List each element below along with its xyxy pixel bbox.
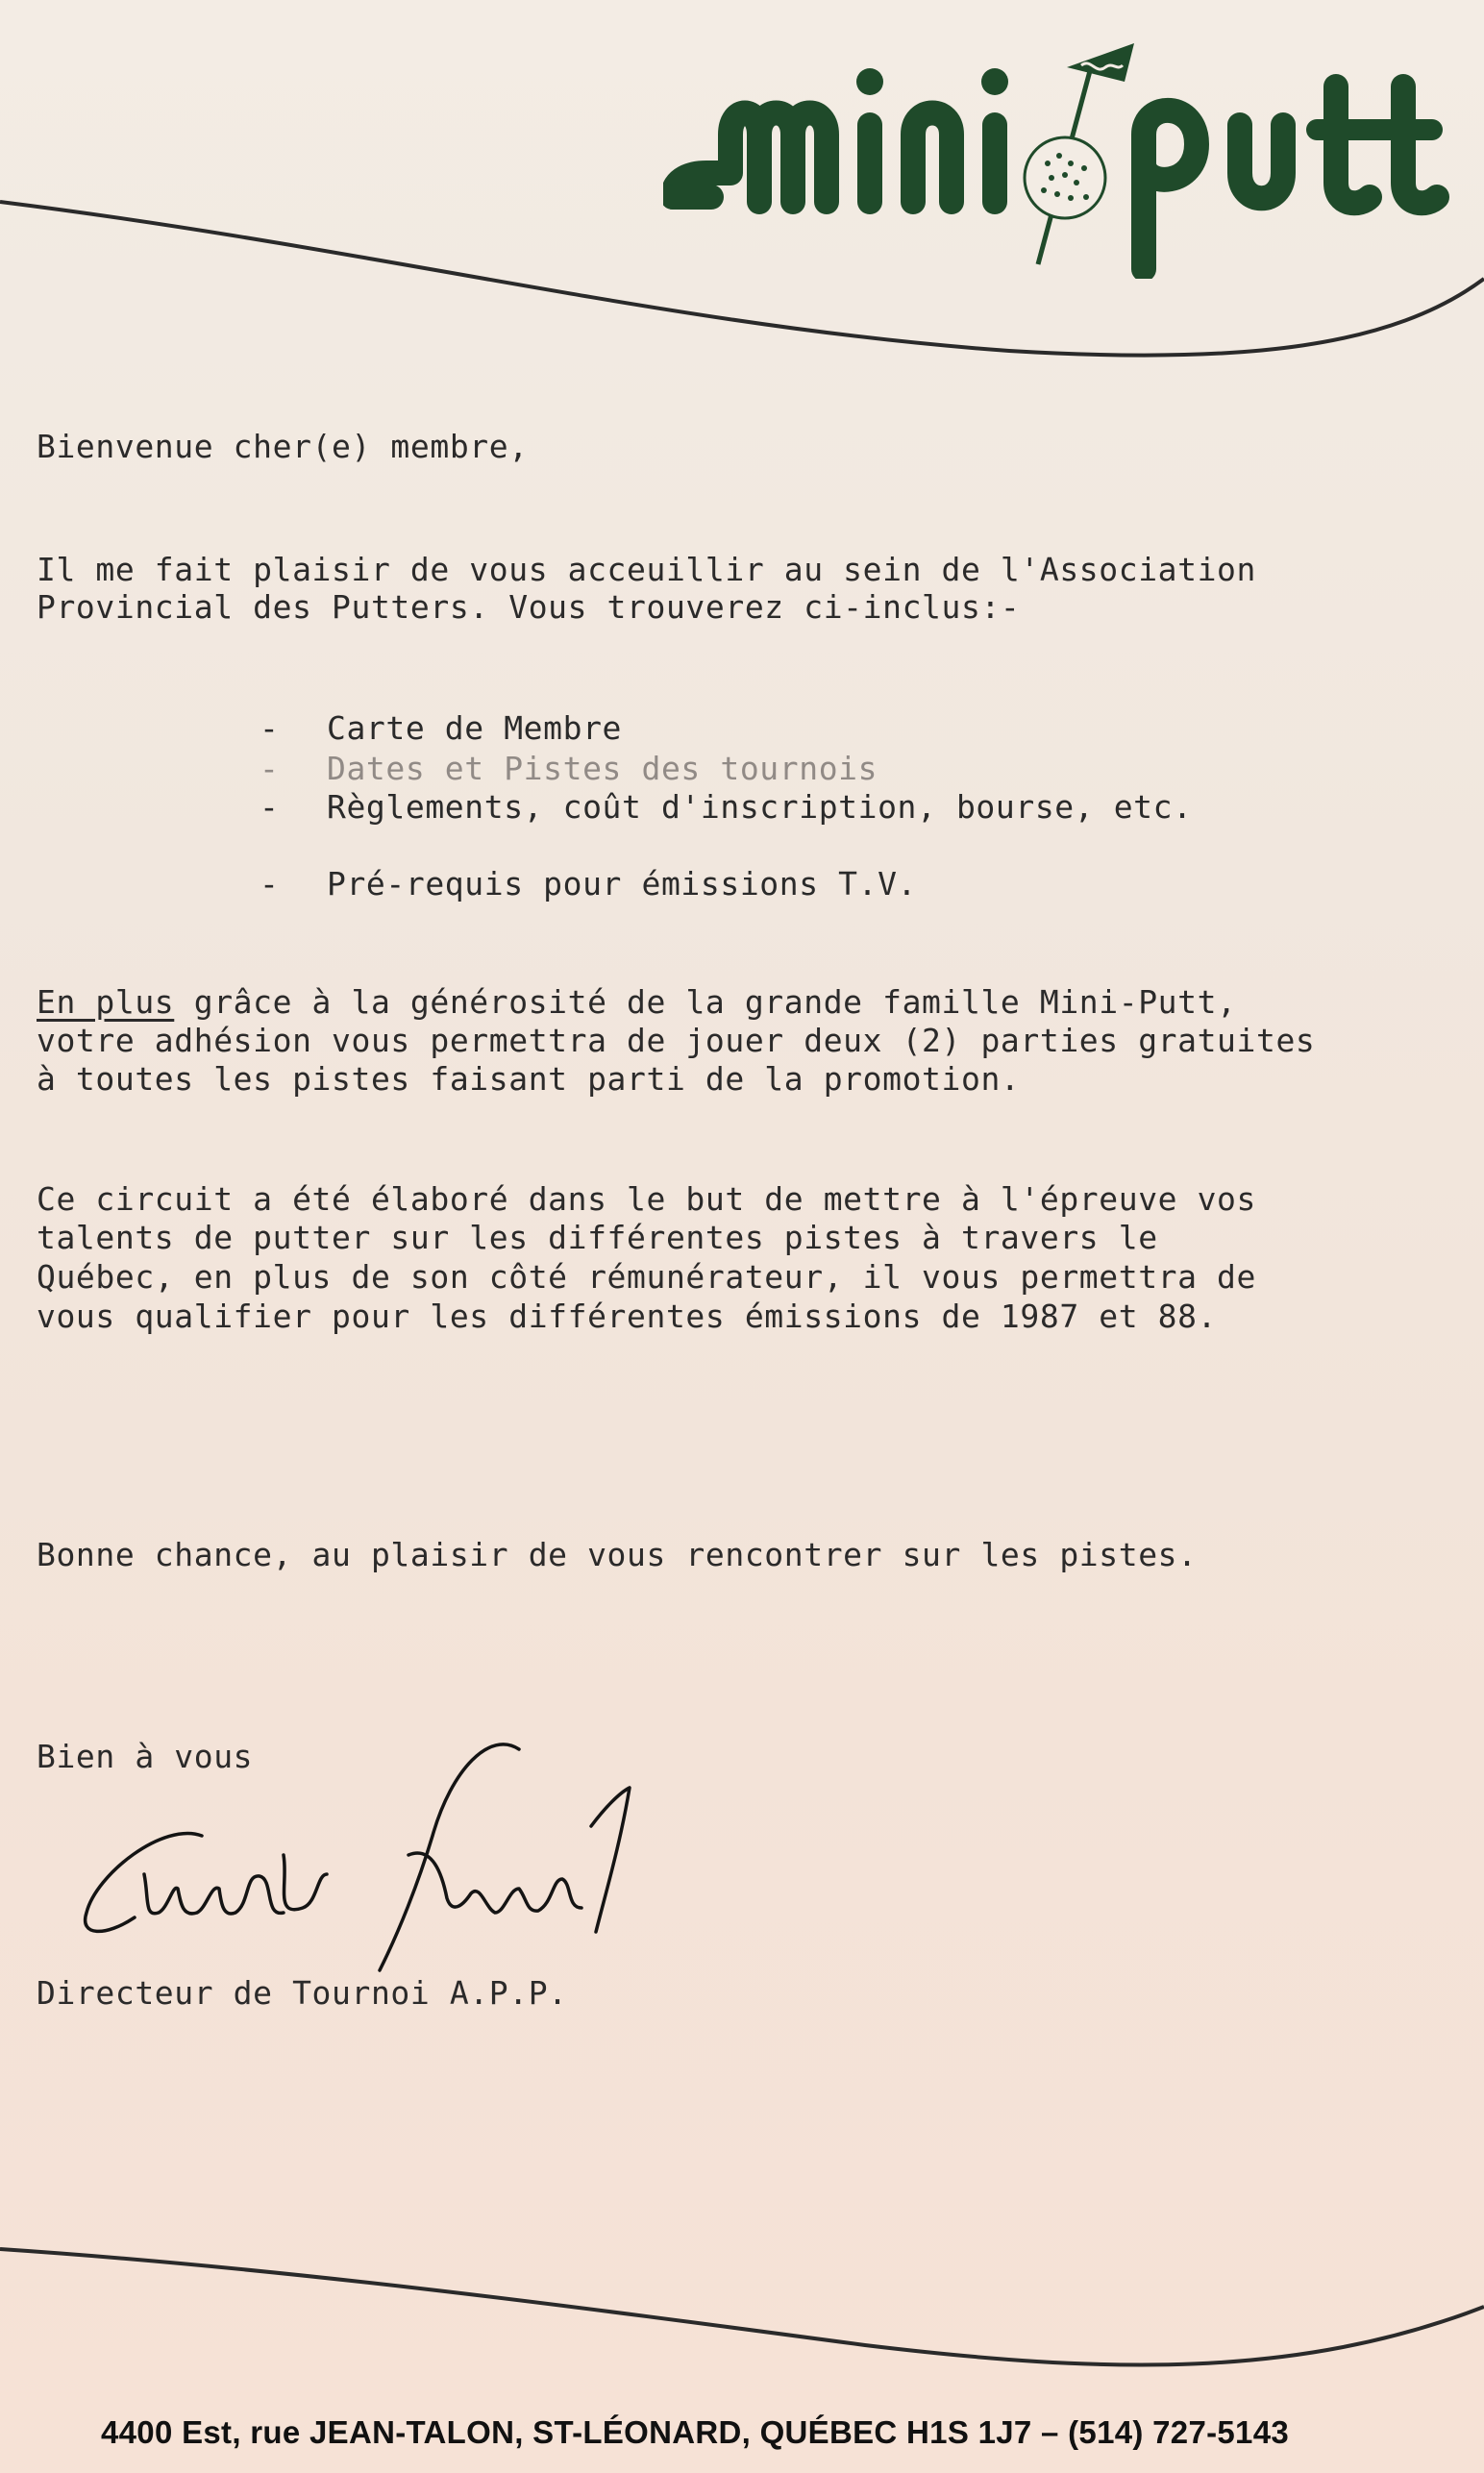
footer-address: 4400 Est, rue JEAN-TALON, ST-LÉONARD, QUÉBEC H1S 1J7 – (514) 727-5143 [101,2414,1290,2450]
greeting: Bienvenue cher(e) membre, [37,428,529,465]
paragraph-3-line-2: talents de putter sur les différentes pistes à travers le [37,1219,1158,1256]
paragraph-3-line-1: Ce circuit a été élaboré dans le but de mettre à l'épreuve vos [37,1180,1256,1218]
intro-line-1: Il me fait plaisir de vous acceuillir au sein de l'Association [37,551,1256,588]
paragraph-2-line-2: votre adhésion vous permettra de jouer deux (2) parties gratuites [37,1022,1316,1059]
list-item: Dates et Pistes des tournois [327,750,878,787]
list-bullet: - [260,865,279,903]
paragraph-2-line-3: à toutes les pistes faisant parti de la promotion. [37,1060,1021,1098]
handwritten-signature [67,1730,663,1980]
list-item: Règlements, coût d'inscription, bourse, etc. [327,788,1193,826]
footer-wave-line [0,2239,1484,2393]
paragraph-2-line-1-rest: grâce à la générosité de la grande famille Mini-Putt, [174,983,1237,1021]
paragraph-2-line-1 [37,983,1237,1022]
signer-title: Directeur de Tournoi A.P.P. [37,1974,568,2012]
closing-wish: Bonne chance, au plaisir de vous rencontrer sur les pistes. [37,1536,1198,1573]
list-item: Carte de Membre [327,709,623,747]
list-bullet: - [260,709,279,747]
intro-line-2: Provincial des Putters. Vous trouverez ci-inclus:- [37,588,1021,626]
paragraph-3-line-4: vous qualifier pour les différentes émissions de 1987 et 88. [37,1298,1218,1335]
list-item: Pré-requis pour émissions T.V. [327,865,918,903]
paragraph-3-line-3: Québec, en plus de son côté rémunérateur, il vous permettra de [37,1258,1256,1296]
mini-putt-logo [663,29,1461,279]
en-plus-underlined: En plus [37,983,175,1021]
list-bullet: - [260,750,279,787]
sign-off: Bien à vous [37,1738,254,1775]
list-bullet: - [260,788,279,826]
